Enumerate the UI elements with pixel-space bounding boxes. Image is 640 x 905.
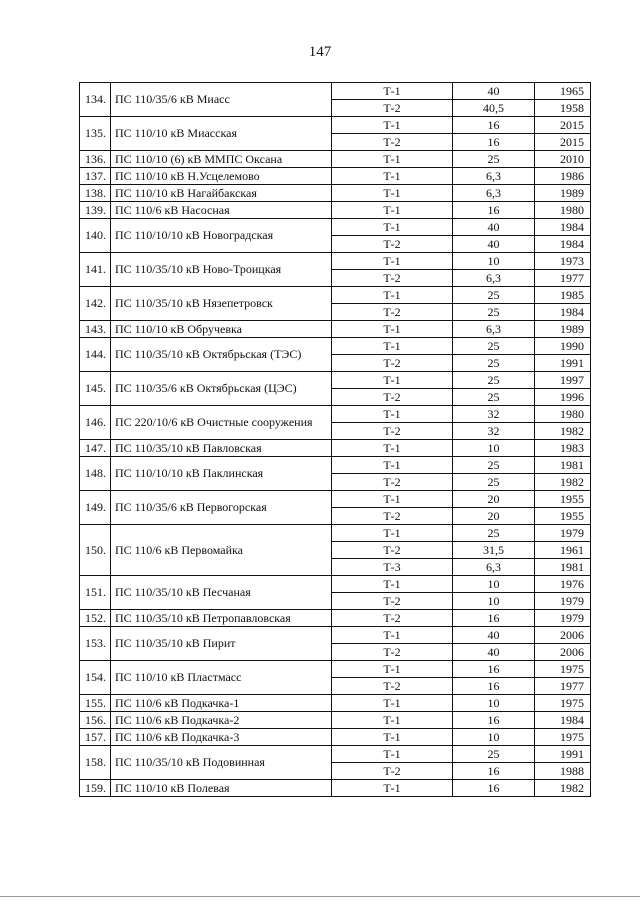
commission-year: 1979 <box>535 610 591 627</box>
table-row <box>80 151 591 168</box>
transformer-power: 10 <box>453 253 535 270</box>
transformer-power: 10 <box>453 695 535 712</box>
substation-number: 142. <box>80 287 111 321</box>
transformer-id: Т-2 <box>332 678 453 695</box>
transformer-id: Т-2 <box>332 610 453 627</box>
transformer-id: Т-1 <box>332 440 453 457</box>
table-row <box>80 185 591 202</box>
transformer-id: Т-1 <box>332 321 453 338</box>
transformer-power: 6,3 <box>453 559 535 576</box>
table-row <box>80 253 591 270</box>
transformer-power: 16 <box>453 780 535 797</box>
transformer-id: Т-1 <box>332 695 453 712</box>
transformer-power: 6,3 <box>453 185 535 202</box>
transformer-id: Т-1 <box>332 780 453 797</box>
transformer-power: 6,3 <box>453 270 535 287</box>
substation-name: ПС 220/10/6 кВ Очистные сооружения <box>111 406 332 440</box>
substation-name: ПС 110/10 (6) кВ ММПС Оксана <box>111 151 332 168</box>
table-row <box>80 219 591 236</box>
substation-name: ПС 110/6 кВ Подкачка-1 <box>111 695 332 712</box>
transformer-power: 40,5 <box>453 100 535 117</box>
transformer-id: Т-2 <box>332 474 453 491</box>
substation-number: 146. <box>80 406 111 440</box>
commission-year: 1965 <box>535 83 591 100</box>
transformer-power: 25 <box>453 151 535 168</box>
commission-year: 1973 <box>535 253 591 270</box>
substation-number: 149. <box>80 491 111 525</box>
substation-name: ПС 110/10 кВ Нагайбакская <box>111 185 332 202</box>
transformer-id: Т-1 <box>332 491 453 508</box>
transformer-id: Т-2 <box>332 389 453 406</box>
transformer-id: Т-1 <box>332 661 453 678</box>
commission-year: 1984 <box>535 236 591 253</box>
commission-year: 1991 <box>535 746 591 763</box>
commission-year: 1988 <box>535 763 591 780</box>
table-row <box>80 610 591 627</box>
commission-year: 1955 <box>535 491 591 508</box>
transformer-power: 16 <box>453 610 535 627</box>
commission-year: 2015 <box>535 117 591 134</box>
commission-year: 1961 <box>535 542 591 559</box>
substation-name: ПС 110/6 кВ Насосная <box>111 202 332 219</box>
transformer-power: 25 <box>453 525 535 542</box>
table-row <box>80 457 591 474</box>
substation-name: ПС 110/6 кВ Первомайка <box>111 525 332 576</box>
table-row <box>80 117 591 134</box>
substation-name: ПС 110/35/10 кВ Октябрьская (ТЭС) <box>111 338 332 372</box>
commission-year: 2006 <box>535 644 591 661</box>
substation-number: 153. <box>80 627 111 661</box>
commission-year: 1997 <box>535 372 591 389</box>
substation-name: ПС 110/10 кВ Пластмасс <box>111 661 332 695</box>
table-row <box>80 338 591 355</box>
table-row <box>80 372 591 389</box>
substation-name: ПС 110/10 кВ Полевая <box>111 780 332 797</box>
scan-edge-divider <box>0 896 640 897</box>
transformer-id: Т-1 <box>332 525 453 542</box>
substation-number: 156. <box>80 712 111 729</box>
transformer-power: 32 <box>453 406 535 423</box>
transformer-id: Т-1 <box>332 202 453 219</box>
commission-year: 1984 <box>535 304 591 321</box>
substation-number: 134. <box>80 83 111 117</box>
commission-year: 1979 <box>535 593 591 610</box>
transformer-id: Т-1 <box>332 185 453 202</box>
transformer-power: 25 <box>453 457 535 474</box>
transformer-power: 25 <box>453 746 535 763</box>
commission-year: 1989 <box>535 321 591 338</box>
substation-name: ПС 110/6 кВ Подкачка-3 <box>111 729 332 746</box>
substation-number: 141. <box>80 253 111 287</box>
transformer-id: Т-2 <box>332 423 453 440</box>
commission-year: 2006 <box>535 627 591 644</box>
transformer-power: 25 <box>453 474 535 491</box>
transformer-id: Т-2 <box>332 236 453 253</box>
transformer-id: Т-1 <box>332 457 453 474</box>
commission-year: 1996 <box>535 389 591 406</box>
substation-name: ПС 110/35/10 кВ Петропавловская <box>111 610 332 627</box>
substation-number: 152. <box>80 610 111 627</box>
commission-year: 1981 <box>535 457 591 474</box>
transformer-id: Т-2 <box>332 134 453 151</box>
commission-year: 1955 <box>535 508 591 525</box>
commission-year: 1977 <box>535 678 591 695</box>
substation-name: ПС 110/10/10 кВ Паклинская <box>111 457 332 491</box>
substation-number: 155. <box>80 695 111 712</box>
substation-name: ПС 110/35/10 кВ Ново-Троицкая <box>111 253 332 287</box>
substation-number: 137. <box>80 168 111 185</box>
commission-year: 1958 <box>535 100 591 117</box>
transformer-power: 32 <box>453 423 535 440</box>
table-row <box>80 627 591 644</box>
substation-name: ПС 110/10 кВ Обручевка <box>111 321 332 338</box>
transformer-id: Т-1 <box>332 168 453 185</box>
transformer-power: 31,5 <box>453 542 535 559</box>
substation-number: 154. <box>80 661 111 695</box>
substation-number: 159. <box>80 780 111 797</box>
commission-year: 1975 <box>535 661 591 678</box>
table-row <box>80 168 591 185</box>
transformer-id: Т-1 <box>332 729 453 746</box>
substation-number: 157. <box>80 729 111 746</box>
substation-number: 145. <box>80 372 111 406</box>
transformer-id: Т-1 <box>332 151 453 168</box>
table-row <box>80 287 591 304</box>
substation-number: 139. <box>80 202 111 219</box>
commission-year: 1990 <box>535 338 591 355</box>
substation-number: 158. <box>80 746 111 780</box>
transformer-id: Т-1 <box>332 117 453 134</box>
transformer-id: Т-1 <box>332 406 453 423</box>
commission-year: 1991 <box>535 355 591 372</box>
transformer-power: 16 <box>453 661 535 678</box>
transformer-id: Т-1 <box>332 746 453 763</box>
transformer-power: 40 <box>453 644 535 661</box>
transformer-power: 16 <box>453 117 535 134</box>
commission-year: 1982 <box>535 474 591 491</box>
table-row <box>80 202 591 219</box>
transformer-power: 10 <box>453 729 535 746</box>
transformer-id: Т-1 <box>332 576 453 593</box>
substation-name: ПС 110/10 кВ Н.Усцелемово <box>111 168 332 185</box>
substation-name: ПС 110/35/6 кВ Первогорская <box>111 491 332 525</box>
table-row <box>80 525 591 542</box>
transformer-power: 20 <box>453 508 535 525</box>
transformer-power: 20 <box>453 491 535 508</box>
transformer-id: Т-1 <box>332 219 453 236</box>
transformer-power: 40 <box>453 627 535 644</box>
table-row <box>80 576 591 593</box>
commission-year: 1976 <box>535 576 591 593</box>
table-row <box>80 440 591 457</box>
substation-number: 150. <box>80 525 111 576</box>
substation-name: ПС 110/10 кВ Миасская <box>111 117 332 151</box>
transformer-power: 25 <box>453 389 535 406</box>
transformer-power: 25 <box>453 338 535 355</box>
commission-year: 1981 <box>535 559 591 576</box>
substation-name: ПС 110/35/10 кВ Нязепетровск <box>111 287 332 321</box>
substation-table <box>79 82 591 797</box>
substation-name: ПС 110/35/10 кВ Песчаная <box>111 576 332 610</box>
substation-name: ПС 110/35/10 кВ Пирит <box>111 627 332 661</box>
transformer-power: 25 <box>453 372 535 389</box>
commission-year: 1977 <box>535 270 591 287</box>
table-row <box>80 746 591 763</box>
commission-year: 1980 <box>535 406 591 423</box>
transformer-id: Т-2 <box>332 270 453 287</box>
substation-name: ПС 110/35/10 кВ Павловская <box>111 440 332 457</box>
commission-year: 1980 <box>535 202 591 219</box>
commission-year: 1982 <box>535 423 591 440</box>
substation-number: 140. <box>80 219 111 253</box>
substation-name: ПС 110/35/6 кВ Октябрьская (ЦЭС) <box>111 372 332 406</box>
transformer-id: Т-1 <box>332 372 453 389</box>
commission-year: 2015 <box>535 134 591 151</box>
transformer-power: 10 <box>453 440 535 457</box>
substation-number: 151. <box>80 576 111 610</box>
transformer-id: Т-2 <box>332 508 453 525</box>
table-row <box>80 729 591 746</box>
substation-number: 147. <box>80 440 111 457</box>
table-row <box>80 695 591 712</box>
table-row <box>80 83 591 100</box>
page-number: 147 <box>308 44 332 60</box>
table-row <box>80 491 591 508</box>
transformer-id: Т-2 <box>332 100 453 117</box>
transformer-id: Т-2 <box>332 763 453 780</box>
commission-year: 1984 <box>535 712 591 729</box>
commission-year: 1975 <box>535 695 591 712</box>
commission-year: 2010 <box>535 151 591 168</box>
transformer-id: Т-1 <box>332 712 453 729</box>
transformer-id: Т-1 <box>332 253 453 270</box>
transformer-power: 16 <box>453 712 535 729</box>
transformer-power: 40 <box>453 219 535 236</box>
substation-name: ПС 110/10/10 кВ Новоградская <box>111 219 332 253</box>
transformer-power: 25 <box>453 287 535 304</box>
transformer-id: Т-1 <box>332 83 453 100</box>
commission-year: 1983 <box>535 440 591 457</box>
transformer-power: 40 <box>453 236 535 253</box>
substation-number: 148. <box>80 457 111 491</box>
substation-name: ПС 110/6 кВ Подкачка-2 <box>111 712 332 729</box>
transformer-id: Т-2 <box>332 542 453 559</box>
commission-year: 1982 <box>535 780 591 797</box>
substation-number: 136. <box>80 151 111 168</box>
substation-name: ПС 110/35/10 кВ Подовинная <box>111 746 332 780</box>
transformer-power: 40 <box>453 83 535 100</box>
transformer-power: 10 <box>453 593 535 610</box>
substation-name: ПС 110/35/6 кВ Миасс <box>111 83 332 117</box>
transformer-id: Т-1 <box>332 287 453 304</box>
transformer-power: 10 <box>453 576 535 593</box>
commission-year: 1979 <box>535 525 591 542</box>
commission-year: 1989 <box>535 185 591 202</box>
transformer-id: Т-2 <box>332 644 453 661</box>
transformer-power: 16 <box>453 763 535 780</box>
substation-table-body <box>80 83 591 797</box>
substation-number: 135. <box>80 117 111 151</box>
table-row <box>80 406 591 423</box>
substation-number: 144. <box>80 338 111 372</box>
transformer-power: 16 <box>453 678 535 695</box>
commission-year: 1985 <box>535 287 591 304</box>
commission-year: 1986 <box>535 168 591 185</box>
transformer-id: Т-1 <box>332 338 453 355</box>
transformer-id: Т-2 <box>332 304 453 321</box>
transformer-power: 25 <box>453 304 535 321</box>
transformer-id: Т-2 <box>332 355 453 372</box>
transformer-id: Т-3 <box>332 559 453 576</box>
transformer-power: 16 <box>453 134 535 151</box>
transformer-power: 25 <box>453 355 535 372</box>
transformer-power: 6,3 <box>453 321 535 338</box>
commission-year: 1984 <box>535 219 591 236</box>
table-row <box>80 712 591 729</box>
transformer-power: 6,3 <box>453 168 535 185</box>
substation-number: 138. <box>80 185 111 202</box>
transformer-id: Т-1 <box>332 627 453 644</box>
table-row <box>80 321 591 338</box>
table-row <box>80 661 591 678</box>
table-row <box>80 780 591 797</box>
transformer-power: 16 <box>453 202 535 219</box>
commission-year: 1975 <box>535 729 591 746</box>
substation-number: 143. <box>80 321 111 338</box>
transformer-id: Т-2 <box>332 593 453 610</box>
